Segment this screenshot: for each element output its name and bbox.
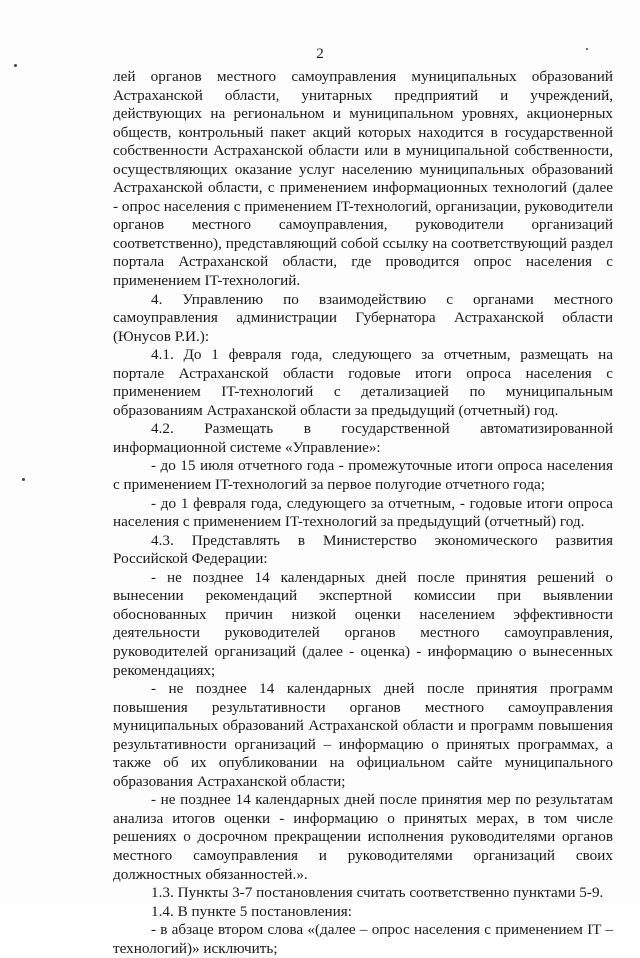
paragraph-item-4-2: 4.2. Размещать в государственной автоматизированной информационной системе «Управление»:	[113, 420, 613, 456]
paragraph-dash-item: - до 15 июля отчетного года - промежуточные итоги опроса населения с применением IT-технологий за первое полугодие отчетного года;	[113, 457, 613, 494]
document-body	[113, 68, 613, 958]
paragraph-item-1-4: 1.4. В пункте 5 постановления:	[151, 902, 352, 920]
paragraph-continuation: лей органов местного самоуправления муниципальных образований Астраханской области, унитарных предприятий и учреждений, действующих на региональном и муниципальном уровнях, акционерных обществ, контрольный пакет акций которых находится в государственной собственности Астраханской области или в муниципальной собственности, осуществляющих оказание услуг населению муниципальных образований Астраханской области, с применением информационных технологий (далее - опрос населения с применением IT-технологий, организации, руководители органов местного самоуправления, руководители организаций соответственно), представляющий собой ссылку на соответствующий раздел портала Астраханской области, где проводится опрос населения с применением IT-технологий.	[113, 68, 613, 290]
paragraph-dash-item: - до 1 февраля года, следующего за отчетным, - годовые итоги опроса населения с применением IT-технологий за предыдущий (отчетный) год.	[113, 494, 613, 531]
paragraph-dash-item: - не позднее 14 календарных дней после принятия решений о вынесении рекомендаций экспертной комиссии при выявлении обоснованных причин низкой оценки населением эффективности деятельности руководителей органов местного самоуправления, руководителей организаций (далее - оценка) - информацию о вынесенных рекомендациях;	[113, 568, 613, 679]
scan-speck	[14, 64, 17, 67]
scan-speck	[22, 478, 25, 481]
paragraph-dash-item: - не позднее 14 календарных дней после принятия программ повышения результативности органов местного самоуправления муниципальных образований Астраханской области и программ повышения результативности организаций – информацию о принятых программах, а также об их опубликовании на официальном сайте муниципального образования Астраханской области;	[113, 680, 613, 790]
scan-speck	[586, 48, 588, 50]
page-number: 2	[316, 46, 324, 62]
paragraph-item-4-3: 4.3. Представлять в Министерство экономического развития Российской Федерации:	[113, 531, 613, 568]
paragraph-dash-item: - в абзаце втором слова «(далее – опрос населения с применением IT – технологий)» исключить;	[113, 921, 613, 957]
paragraph-item-4: 4. Управлению по взаимодействию с органами местного самоуправления администрации Губернатора Астраханской области (Юнусов Р.И.):	[113, 290, 613, 345]
paragraph-dash-item: - не позднее 14 календарных дней после принятия мер по результатам анализа итогов оценки - информацию о принятых мерах, в том числе решениях о досрочном прекращении исполнения руководителями органов местного самоуправления и руководителями организаций своих должностных обязанностей.».	[113, 791, 613, 883]
paragraph-item-1-3: 1.3. Пункты 3-7 постановления считать соответственно пунктами 5-9.	[151, 884, 604, 902]
paragraph-item-4-1: 4.1. До 1 февраля года, следующего за отчетным, размещать на портале Астраханской области годовые итоги опроса населения с применением IT-технологий с детализацией по муниципальным образованиям Астраханской области за предыдущий (отчетный) год.	[113, 346, 613, 419]
